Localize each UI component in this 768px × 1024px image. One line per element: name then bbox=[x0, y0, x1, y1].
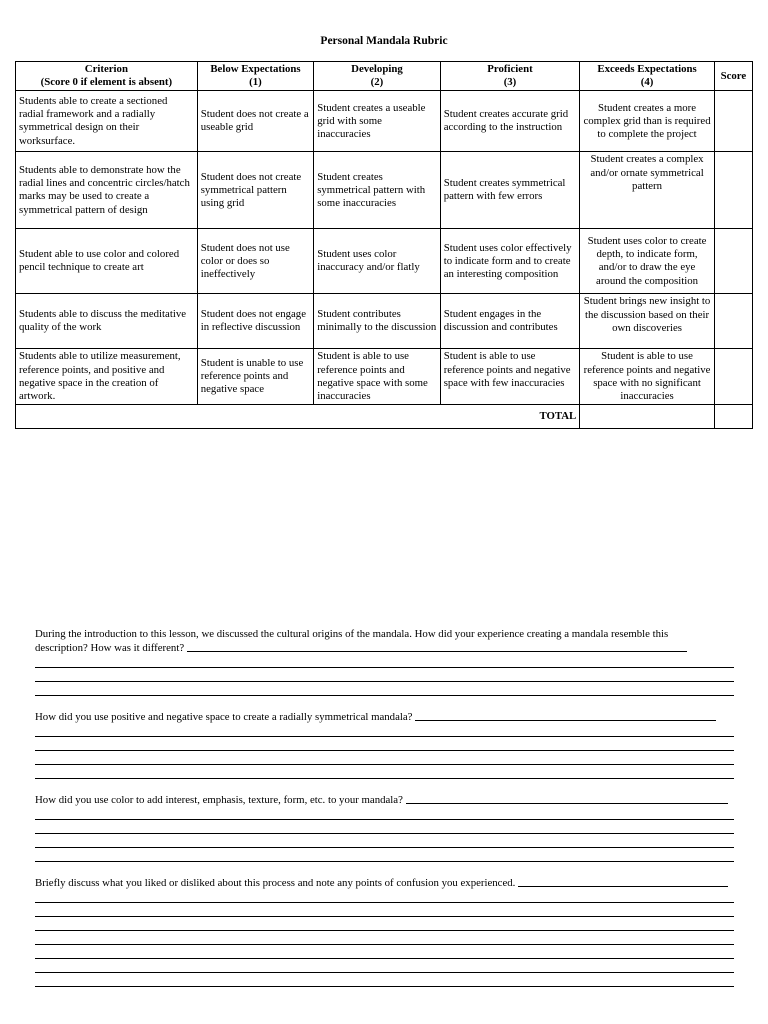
answer-line[interactable] bbox=[35, 751, 734, 765]
score-cell[interactable] bbox=[714, 349, 752, 405]
below-cell: Student is unable to use reference points and negative space bbox=[197, 349, 313, 405]
page-title: Personal Mandala Rubric bbox=[320, 35, 448, 47]
header-developing-sub: (2) bbox=[370, 76, 384, 89]
question-text: Briefly discuss what you liked or disliked about this process and note any points of confusion you experienced. bbox=[35, 877, 516, 889]
criterion-cell: Students able to discuss the meditative quality of the work bbox=[16, 294, 198, 349]
reflection-questions bbox=[35, 626, 734, 987]
answer-line[interactable] bbox=[35, 945, 734, 959]
header-criterion bbox=[16, 62, 198, 91]
table-row bbox=[16, 229, 753, 294]
question-line bbox=[35, 626, 734, 640]
score-cell[interactable] bbox=[714, 152, 752, 229]
question-text: How did you use positive and negative space to create a radially symmetrical mandala? bbox=[35, 711, 413, 723]
exceeds-cell: Student brings new insight to the discussion based on their own discoveries bbox=[580, 294, 715, 349]
header-score: Score bbox=[714, 62, 752, 91]
developing-cell: Student is able to use reference points and negative space with some inaccuracies bbox=[314, 349, 441, 405]
question-text: How did you use color to add interest, emphasis, texture, form, etc. to your mandala? bbox=[35, 794, 403, 806]
below-cell: Student does not create a useable grid bbox=[197, 91, 313, 152]
header-criterion-label: Criterion bbox=[84, 63, 128, 75]
answer-line[interactable] bbox=[35, 820, 734, 834]
answer-line[interactable] bbox=[35, 959, 734, 973]
total-score-cell[interactable] bbox=[714, 405, 752, 429]
header-below-label: Below Expectations bbox=[210, 63, 301, 75]
score-cell[interactable] bbox=[714, 229, 752, 294]
developing-cell: Student creates a useable grid with some inaccuracies bbox=[314, 91, 441, 152]
header-developing-label: Developing bbox=[351, 63, 403, 75]
criterion-cell: Student able to use color and colored pencil technique to create art bbox=[16, 229, 198, 294]
exceeds-cell: Student creates a complex and/or ornate symmetrical pattern bbox=[580, 152, 715, 229]
below-cell: Student does not engage in reflective discussion bbox=[197, 294, 313, 349]
answer-line[interactable] bbox=[35, 654, 734, 668]
exceeds-cell: Student is able to use reference points and negative space with no significant inaccuracies bbox=[580, 349, 715, 405]
question-block bbox=[35, 709, 734, 779]
table-row bbox=[16, 91, 753, 152]
question-text: description? How was it different? bbox=[35, 642, 185, 654]
header-row bbox=[16, 62, 753, 91]
answer-line[interactable] bbox=[35, 973, 734, 987]
header-proficient bbox=[440, 62, 580, 91]
answer-line[interactable] bbox=[35, 889, 734, 903]
question-line bbox=[35, 640, 734, 654]
score-cell[interactable] bbox=[714, 294, 752, 349]
header-below bbox=[197, 62, 313, 91]
question-line bbox=[35, 875, 734, 889]
total-value-cell[interactable] bbox=[580, 405, 715, 429]
header-exceeds-sub: (4) bbox=[640, 76, 654, 89]
answer-blank[interactable] bbox=[415, 720, 716, 721]
total-label: TOTAL bbox=[16, 405, 580, 429]
developing-cell: Student creates symmetrical pattern with some inaccuracies bbox=[314, 152, 441, 229]
exceeds-cell: Student creates a more complex grid than is required to complete the project bbox=[580, 91, 715, 152]
answer-line[interactable] bbox=[35, 765, 734, 779]
below-cell: Student does not create symmetrical pattern using grid bbox=[197, 152, 313, 229]
answer-blank[interactable] bbox=[187, 651, 687, 652]
rubric-table bbox=[15, 61, 753, 429]
answer-blank[interactable] bbox=[518, 886, 728, 887]
header-below-sub: (1) bbox=[249, 76, 262, 89]
header-developing bbox=[314, 62, 441, 91]
question-block bbox=[35, 875, 734, 987]
exceeds-cell: Student uses color to create depth, to indicate form, and/or to draw the eye around the composition bbox=[580, 229, 715, 294]
header-exceeds-label: Exceeds Expectations bbox=[597, 63, 697, 75]
table-row bbox=[16, 349, 753, 405]
header-proficient-sub: (3) bbox=[503, 76, 517, 89]
proficient-cell: Student uses color effectively to indicate form and to create an interesting composition bbox=[440, 229, 580, 294]
answer-line[interactable] bbox=[35, 806, 734, 820]
criterion-cell: Students able to create a sectioned radial framework and a radially symmetrical design on their worksurface. bbox=[16, 91, 198, 152]
score-cell[interactable] bbox=[714, 91, 752, 152]
criterion-cell: Students able to utilize measurement, reference points, and positive and negative space in the creation of artwork. bbox=[16, 349, 198, 405]
answer-line[interactable] bbox=[35, 848, 734, 862]
question-line bbox=[35, 709, 734, 723]
table-row bbox=[16, 152, 753, 229]
question-text: During the introduction to this lesson, we discussed the cultural origins of the mandala. How did your experience creating a mandala resemble this bbox=[35, 628, 669, 640]
answer-line[interactable] bbox=[35, 903, 734, 917]
proficient-cell: Student is able to use reference points and negative space with few inaccuracies bbox=[440, 349, 580, 405]
developing-cell: Student uses color inaccuracy and/or flatly bbox=[314, 229, 441, 294]
header-proficient-label: Proficient bbox=[487, 63, 533, 75]
table-row bbox=[16, 294, 753, 349]
proficient-cell: Student creates symmetrical pattern with few errors bbox=[440, 152, 580, 229]
answer-line[interactable] bbox=[35, 931, 734, 945]
header-criterion-sub: (Score 0 if element is absent) bbox=[40, 76, 173, 89]
question-block bbox=[35, 792, 734, 862]
below-cell: Student does not use color or does so ineffectively bbox=[197, 229, 313, 294]
question-line bbox=[35, 792, 734, 806]
proficient-cell: Student engages in the discussion and contributes bbox=[440, 294, 580, 349]
total-row bbox=[16, 405, 753, 429]
answer-line[interactable] bbox=[35, 834, 734, 848]
criterion-cell: Students able to demonstrate how the radial lines and concentric circles/hatch marks may be used to create a symmetrical pattern of design bbox=[16, 152, 198, 229]
developing-cell: Student contributes minimally to the discussion bbox=[314, 294, 441, 349]
answer-blank[interactable] bbox=[406, 803, 728, 804]
answer-line[interactable] bbox=[35, 737, 734, 751]
answer-line[interactable] bbox=[35, 917, 734, 931]
header-exceeds bbox=[580, 62, 715, 91]
question-block bbox=[35, 626, 734, 696]
answer-line[interactable] bbox=[35, 723, 734, 737]
proficient-cell: Student creates accurate grid according to the instruction bbox=[440, 91, 580, 152]
answer-line[interactable] bbox=[35, 668, 734, 682]
answer-line[interactable] bbox=[35, 682, 734, 696]
